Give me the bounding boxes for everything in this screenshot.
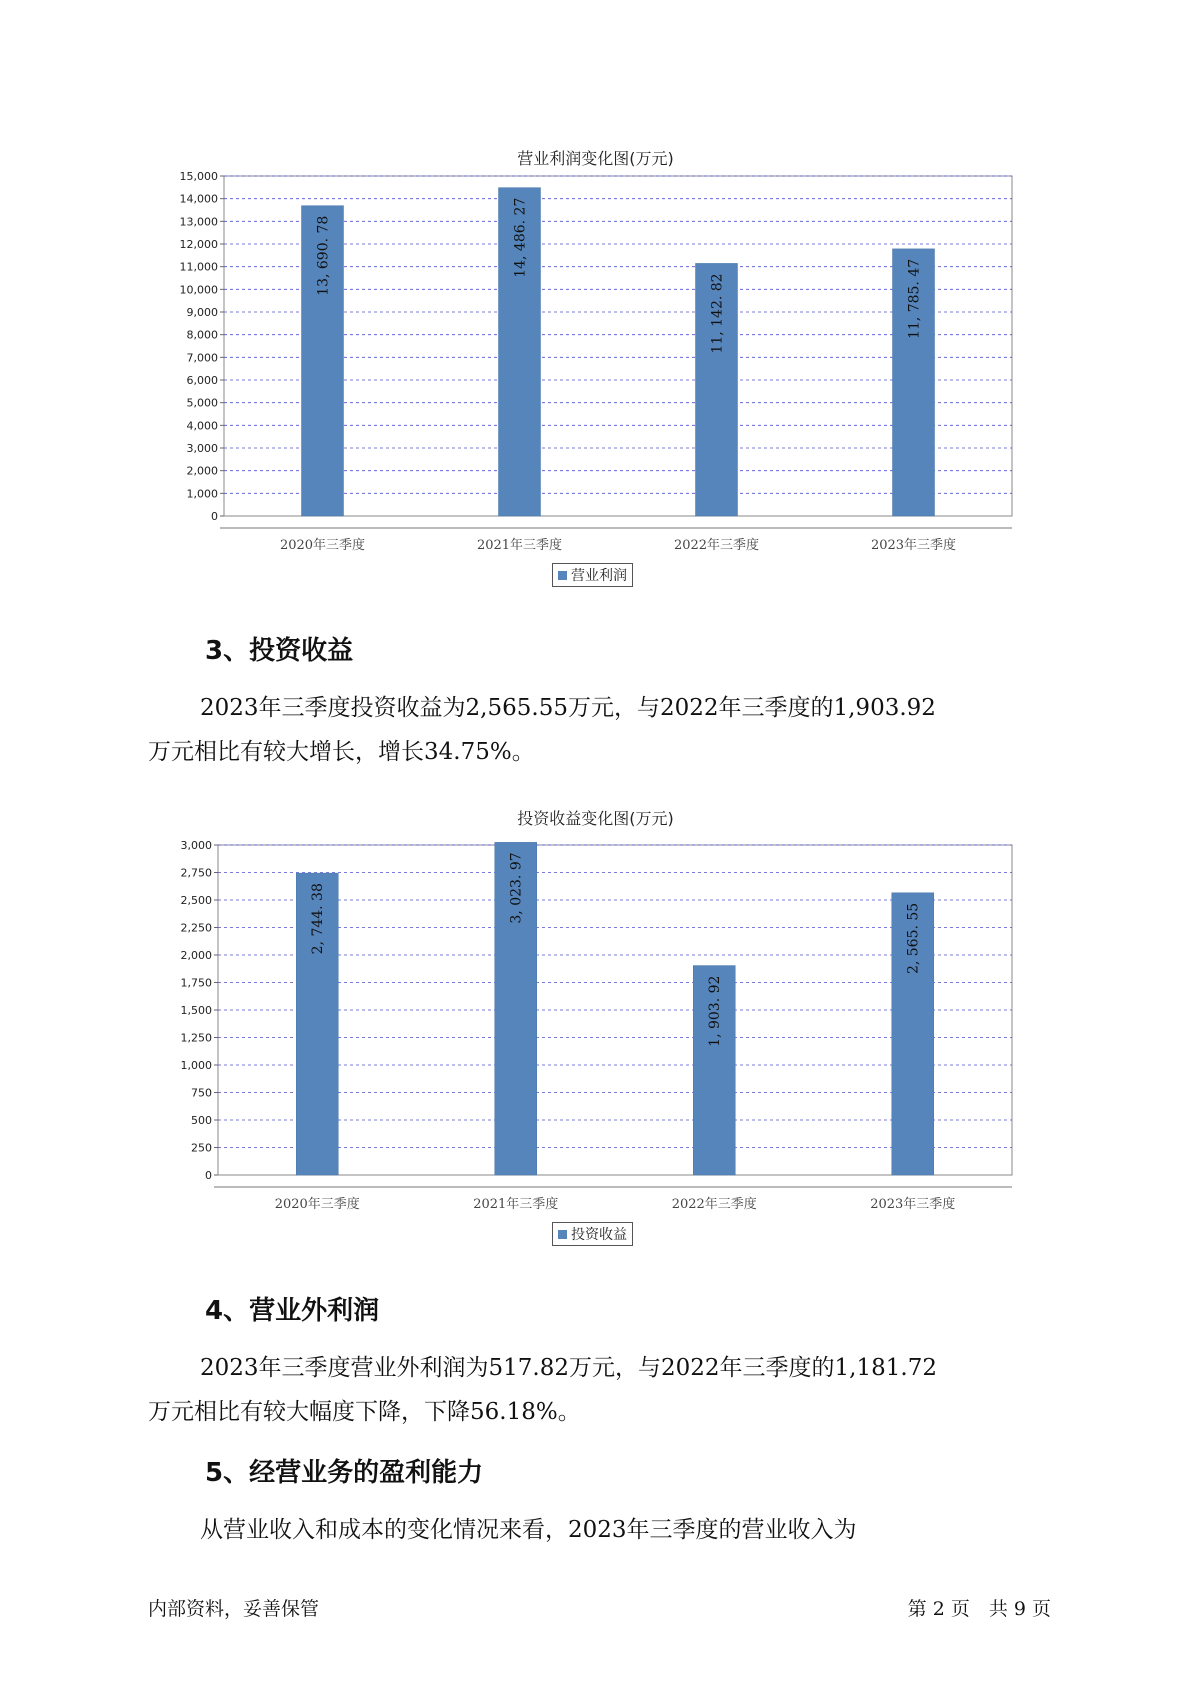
bar-value-label: 2, 565. 55 xyxy=(905,902,922,975)
bar-value-label: 11, 785. 47 xyxy=(906,258,923,340)
section-3-heading: 3、投资收益 xyxy=(205,636,354,666)
x-tick-label: 2022年三季度 xyxy=(671,1197,757,1212)
y-tick-label: 12,000 xyxy=(179,238,218,251)
section-4-paragraph xyxy=(148,1346,1048,1434)
bar-value-label: 2, 744. 38 xyxy=(310,883,327,955)
operating-profit-chart xyxy=(0,170,1191,570)
x-tick-label: 2020年三季度 xyxy=(274,1197,360,1212)
section-5-line-1: 从营业收入和成本的变化情况来看，2023年三季度的营业收入为 xyxy=(200,1517,857,1543)
section-3-line-1: 2023年三季度投资收益为2,565.55万元，与2022年三季度的1,903.92 xyxy=(200,695,936,721)
y-tick-label: 2,000 xyxy=(180,949,212,962)
chart1-legend-label: 营业利润 xyxy=(571,568,627,584)
section-4-line-1: 2023年三季度营业外利润为517.82万元，与2022年三季度的1,181.72 xyxy=(200,1355,937,1381)
y-tick-label: 2,250 xyxy=(180,921,212,935)
y-tick-label: 6,000 xyxy=(186,374,218,387)
y-tick-label: 250 xyxy=(191,1141,212,1155)
bar-value-label: 1, 903. 92 xyxy=(707,975,724,1047)
y-tick-label: 11,000 xyxy=(179,260,218,274)
y-tick-label: 7,000 xyxy=(186,351,218,365)
y-tick-label: 3,000 xyxy=(186,442,218,455)
y-tick-label: 0 xyxy=(211,510,218,523)
x-tick-label: 2020年三季度 xyxy=(279,538,366,553)
y-tick-label: 0 xyxy=(205,1169,212,1182)
y-tick-label: 15,000 xyxy=(179,170,218,183)
bar-value-label: 3, 023. 97 xyxy=(508,852,525,924)
y-tick-label: 2,500 xyxy=(180,894,212,907)
y-tick-label: 1,250 xyxy=(180,1031,212,1045)
y-tick-label: 13,000 xyxy=(179,215,218,229)
y-tick-label: 10,000 xyxy=(179,283,218,297)
chart2-legend xyxy=(552,1222,633,1246)
section-4-heading: 4、营业外利润 xyxy=(205,1296,380,1326)
y-tick-label: 1,750 xyxy=(180,976,212,990)
y-tick-label: 1,000 xyxy=(180,1059,212,1072)
legend-swatch-icon xyxy=(558,571,567,580)
section-4-line-2: 万元相比有较大幅度下降，下降56.18%。 xyxy=(148,1399,581,1425)
x-tick-label: 2022年三季度 xyxy=(673,538,760,553)
y-tick-label: 1,500 xyxy=(180,1004,212,1017)
section-5-paragraph xyxy=(148,1508,1048,1552)
y-tick-label: 4,000 xyxy=(186,419,218,433)
y-tick-label: 9,000 xyxy=(186,306,218,319)
chart2-title: 投资收益变化图(万元) xyxy=(517,809,674,828)
y-tick-label: 8,000 xyxy=(186,328,218,342)
y-tick-label: 500 xyxy=(191,1114,212,1127)
x-tick-label: 2021年三季度 xyxy=(476,538,563,553)
y-tick-label: 750 xyxy=(191,1086,212,1100)
y-tick-label: 14,000 xyxy=(179,192,218,206)
section-3-line-2: 万元相比有较大增长，增长34.75%。 xyxy=(148,739,535,765)
y-tick-label: 2,000 xyxy=(186,464,218,478)
y-tick-label: 1,000 xyxy=(186,487,218,501)
chart1-title: 营业利润变化图(万元) xyxy=(517,149,674,168)
section-3-paragraph xyxy=(148,686,1048,774)
investment-income-chart xyxy=(0,835,1191,1235)
bar-value-label: 11, 142. 82 xyxy=(709,273,726,354)
y-tick-label: 2,750 xyxy=(180,866,212,880)
x-tick-label: 2023年三季度 xyxy=(870,538,957,553)
legend-swatch-icon xyxy=(558,1230,567,1239)
bar-value-label: 14, 486. 27 xyxy=(512,197,529,278)
footer-page-number: 第 2 页 共 9 页 xyxy=(907,1598,1051,1620)
y-tick-label: 3,000 xyxy=(180,839,212,852)
x-tick-label: 2023年三季度 xyxy=(870,1197,956,1212)
section-5-heading: 5、经营业务的盈利能力 xyxy=(205,1458,484,1488)
footer-left: 内部资料，妥善保管 xyxy=(148,1598,320,1620)
y-tick-label: 5,000 xyxy=(186,396,218,410)
x-tick-label: 2021年三季度 xyxy=(473,1197,559,1212)
bar-value-label: 13, 690. 78 xyxy=(315,215,332,296)
chart2-legend-label: 投资收益 xyxy=(571,1227,627,1243)
chart1-legend xyxy=(552,563,633,587)
